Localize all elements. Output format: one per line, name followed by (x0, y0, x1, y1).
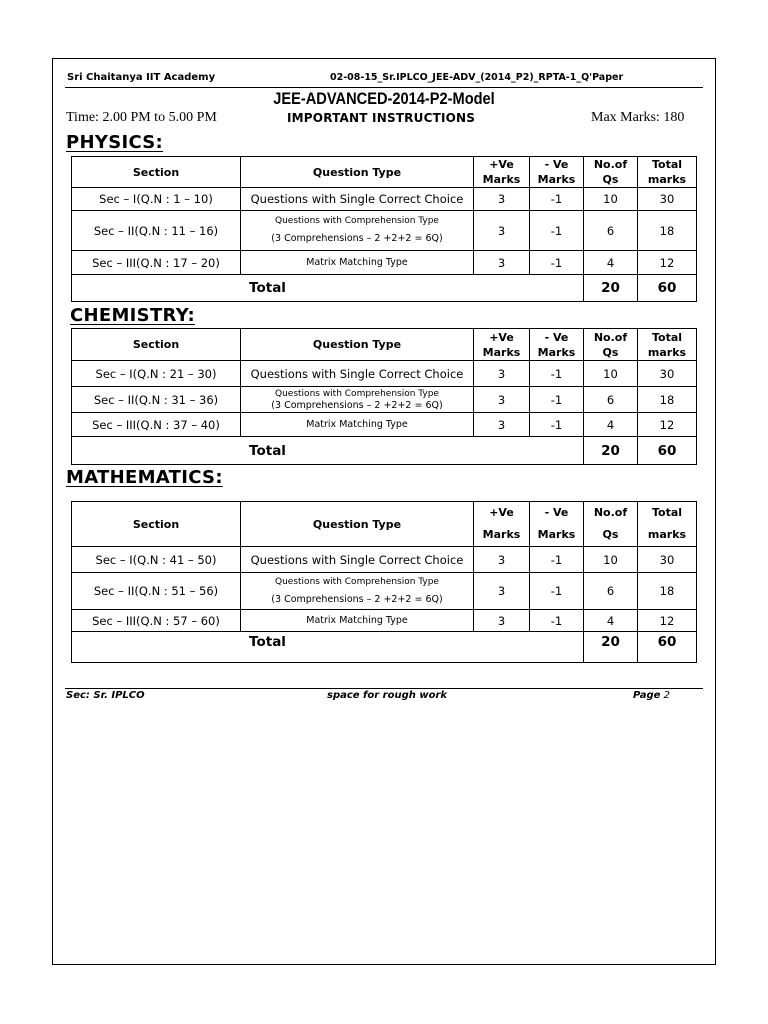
cell-total: 12 (638, 413, 697, 437)
cell-neg: -1 (530, 361, 584, 387)
table-row (72, 211, 697, 251)
subject-title-chemistry: CHEMISTRY: (70, 305, 195, 326)
cell-section: Sec – III(Q.N : 37 – 40) (72, 413, 241, 437)
col-neg-marks: - Ve Marks (530, 329, 584, 361)
cell-qs: 6 (584, 387, 638, 413)
col-num-qs: No.of Qs (584, 502, 638, 547)
cell-pos: 3 (474, 610, 530, 632)
cell-qs: 6 (584, 573, 638, 610)
mathematics-table (71, 501, 697, 663)
exam-time: Time: 2.00 PM to 5.00 PM (66, 110, 217, 125)
cell-neg: -1 (530, 188, 584, 211)
col-section: Section (72, 502, 241, 547)
chemistry-table (71, 328, 697, 465)
cell-total: 30 (638, 547, 697, 573)
cell-total: 18 (638, 211, 697, 251)
col-neg-marks: - Ve Marks (530, 502, 584, 547)
total-row (72, 437, 697, 465)
col-num-qs: No.of Qs (584, 157, 638, 188)
cell-total: 30 (638, 188, 697, 211)
cell-total: 30 (638, 361, 697, 387)
table-header-row (72, 157, 697, 188)
cell-qs: 4 (584, 610, 638, 632)
page-title: JEE-ADVANCED-2014-P2-Model (273, 89, 495, 108)
total-label: Total (72, 632, 584, 663)
cell-section: Sec – II(Q.N : 11 – 16) (72, 211, 241, 251)
cell-type: Questions with Comprehension Type (3 Comprehensions – 2 +2+2 = 6Q) (241, 573, 474, 610)
col-question-type: Question Type (241, 502, 474, 547)
col-num-qs: No.of Qs (584, 329, 638, 361)
cell-type: Matrix Matching Type (241, 610, 474, 632)
cell-type: Matrix Matching Type (241, 251, 474, 275)
max-marks: Max Marks: 180 (591, 110, 685, 125)
table-row (72, 188, 697, 211)
table-row (72, 547, 697, 573)
col-section: Section (72, 157, 241, 188)
total-marks: 60 (638, 275, 697, 302)
table-row (72, 610, 697, 632)
table-row (72, 361, 697, 387)
cell-pos: 3 (474, 361, 530, 387)
col-pos-marks: +Ve Marks (474, 157, 530, 188)
cell-pos: 3 (474, 413, 530, 437)
cell-type: Matrix Matching Type (241, 413, 474, 437)
cell-neg: -1 (530, 251, 584, 275)
total-qs: 20 (584, 437, 638, 465)
cell-type: Questions with Single Correct Choice (241, 361, 474, 387)
col-section: Section (72, 329, 241, 361)
cell-section: Sec – III(Q.N : 57 – 60) (72, 610, 241, 632)
total-qs: 20 (584, 632, 638, 663)
col-neg-marks: - Ve Marks (530, 157, 584, 188)
cell-pos: 3 (474, 188, 530, 211)
instructions-heading: IMPORTANT INSTRUCTIONS (287, 111, 476, 125)
cell-qs: 4 (584, 413, 638, 437)
cell-total: 18 (638, 387, 697, 413)
col-pos-marks: +Ve Marks (474, 502, 530, 547)
table-row (72, 573, 697, 610)
total-label: Total (72, 275, 584, 302)
table-row (72, 251, 697, 275)
cell-type: Questions with Single Correct Choice (241, 188, 474, 211)
subject-title-mathematics: MATHEMATICS: (66, 467, 223, 488)
table-header-row (72, 502, 697, 547)
cell-section: Sec – III(Q.N : 17 – 20) (72, 251, 241, 275)
footer-rough-work: space for rough work (327, 690, 448, 701)
cell-pos: 3 (474, 387, 530, 413)
col-pos-marks: +Ve Marks (474, 329, 530, 361)
col-total: Total marks (638, 502, 697, 547)
cell-neg: -1 (530, 547, 584, 573)
cell-neg: -1 (530, 573, 584, 610)
cell-section: Sec – II(Q.N : 51 – 56) (72, 573, 241, 610)
footer-section: Sec: Sr. IPLCO (66, 690, 145, 701)
total-qs: 20 (584, 275, 638, 302)
cell-type: Questions with Comprehension Type (3 Comprehensions – 2 +2+2 = 6Q) (241, 387, 474, 413)
cell-neg: -1 (530, 610, 584, 632)
cell-neg: -1 (530, 413, 584, 437)
cell-total: 12 (638, 251, 697, 275)
col-question-type: Question Type (241, 157, 474, 188)
cell-type: Questions with Comprehension Type (3 Comprehensions – 2 +2+2 = 6Q) (241, 211, 474, 251)
cell-section: Sec – I(Q.N : 1 – 10) (72, 188, 241, 211)
institute-name: Sri Chaitanya IIT Academy (67, 72, 216, 83)
header-divider (65, 87, 703, 88)
cell-pos: 3 (474, 573, 530, 610)
cell-pos: 3 (474, 211, 530, 251)
cell-neg: -1 (530, 211, 584, 251)
cell-total: 18 (638, 573, 697, 610)
total-label: Total (72, 437, 584, 465)
footer-page: Page 2 (633, 690, 670, 701)
cell-qs: 4 (584, 251, 638, 275)
table-row (72, 413, 697, 437)
cell-pos: 3 (474, 547, 530, 573)
footer-divider (65, 688, 703, 689)
cell-section: Sec – I(Q.N : 41 – 50) (72, 547, 241, 573)
subject-title-physics: PHYSICS: (66, 132, 164, 153)
total-row (72, 632, 697, 663)
total-marks: 60 (638, 437, 697, 465)
cell-neg: -1 (530, 387, 584, 413)
total-marks: 60 (638, 632, 697, 663)
table-row (72, 387, 697, 413)
paper-code: 02-08-15_Sr.IPLCO_JEE-ADV_(2014_P2)_RPTA-1_Q'Paper (330, 72, 624, 83)
cell-section: Sec – I(Q.N : 21 – 30) (72, 361, 241, 387)
cell-section: Sec – II(Q.N : 31 – 36) (72, 387, 241, 413)
cell-qs: 6 (584, 211, 638, 251)
col-total: Total marks (638, 157, 697, 188)
cell-pos: 3 (474, 251, 530, 275)
physics-table (71, 156, 697, 302)
cell-total: 12 (638, 610, 697, 632)
total-row (72, 275, 697, 302)
cell-type: Questions with Single Correct Choice (241, 547, 474, 573)
table-header-row (72, 329, 697, 361)
col-total: Total marks (638, 329, 697, 361)
cell-qs: 10 (584, 188, 638, 211)
col-question-type: Question Type (241, 329, 474, 361)
cell-qs: 10 (584, 547, 638, 573)
cell-qs: 10 (584, 361, 638, 387)
